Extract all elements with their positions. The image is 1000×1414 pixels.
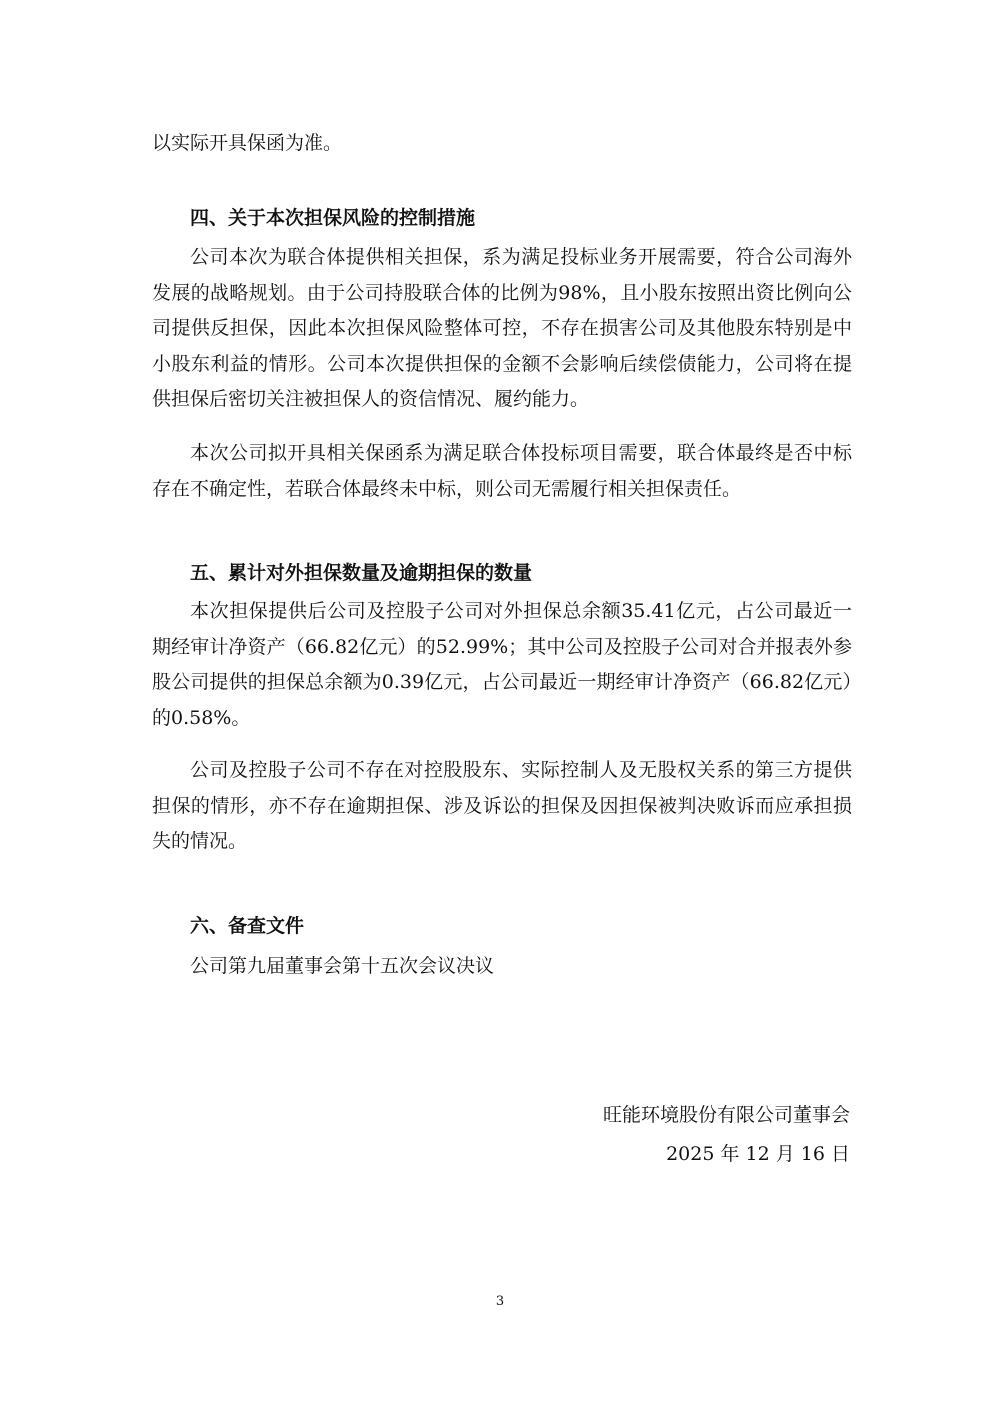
section5-paragraph-1: 本次担保提供后公司及控股子公司对外担保总余额35.41亿元，占公司最近一期经审计净资产（66.82亿元）的52.99%；其中公司及控股子公司对合并报表外参股公司提供的担保总余额为0.39亿元，占公司最近一期经审计净资产（66.82亿元）的0.58%。 [152, 600, 852, 729]
page-number: 3 [495, 1294, 505, 1309]
section5-heading: 五、累计对外担保数量及逾期担保的数量 [190, 562, 533, 584]
signature-date: 2025 年 12 月 16 日 [666, 1143, 850, 1165]
section4-paragraph-2: 本次公司拟开具相关保函系为满足联合体投标项目需要，联合体最终是否中标存在不确定性，若联合体最终未中标，则公司无需履行相关担保责任。 [152, 442, 852, 500]
section4-heading: 四、关于本次担保风险的控制措施 [190, 207, 476, 229]
signature-company: 旺能环境股份有限公司董事会 [602, 1104, 850, 1126]
section6-paragraph-1: 公司第九届董事会第十五次会议决议 [190, 955, 495, 977]
section6-heading: 六、备查文件 [190, 915, 305, 937]
section5-paragraph-2: 公司及控股子公司不存在对控股股东、实际控制人及无股权关系的第三方提供担保的情形，亦不存在逾期担保、涉及诉讼的担保及因担保被判决败诉而应承担损失的情况。 [152, 759, 852, 852]
paragraph-carryover: 以实际开具保函为准。 [152, 132, 343, 154]
section4-paragraph-1: 公司本次为联合体提供相关担保，系为满足投标业务开展需要，符合公司海外发展的战略规划。由于公司持股联合体的比例为98%，且小股东按照出资比例向公司提供反担保，因此本次担保风险整体可控，不存在损害公司及其他股东特别是中小股东利益的情形。公司本次提供担保的金额不会影响后续偿债能力，公司将在提供担保后密切关注被担保人的资信情况、履约能力。 [152, 246, 852, 410]
